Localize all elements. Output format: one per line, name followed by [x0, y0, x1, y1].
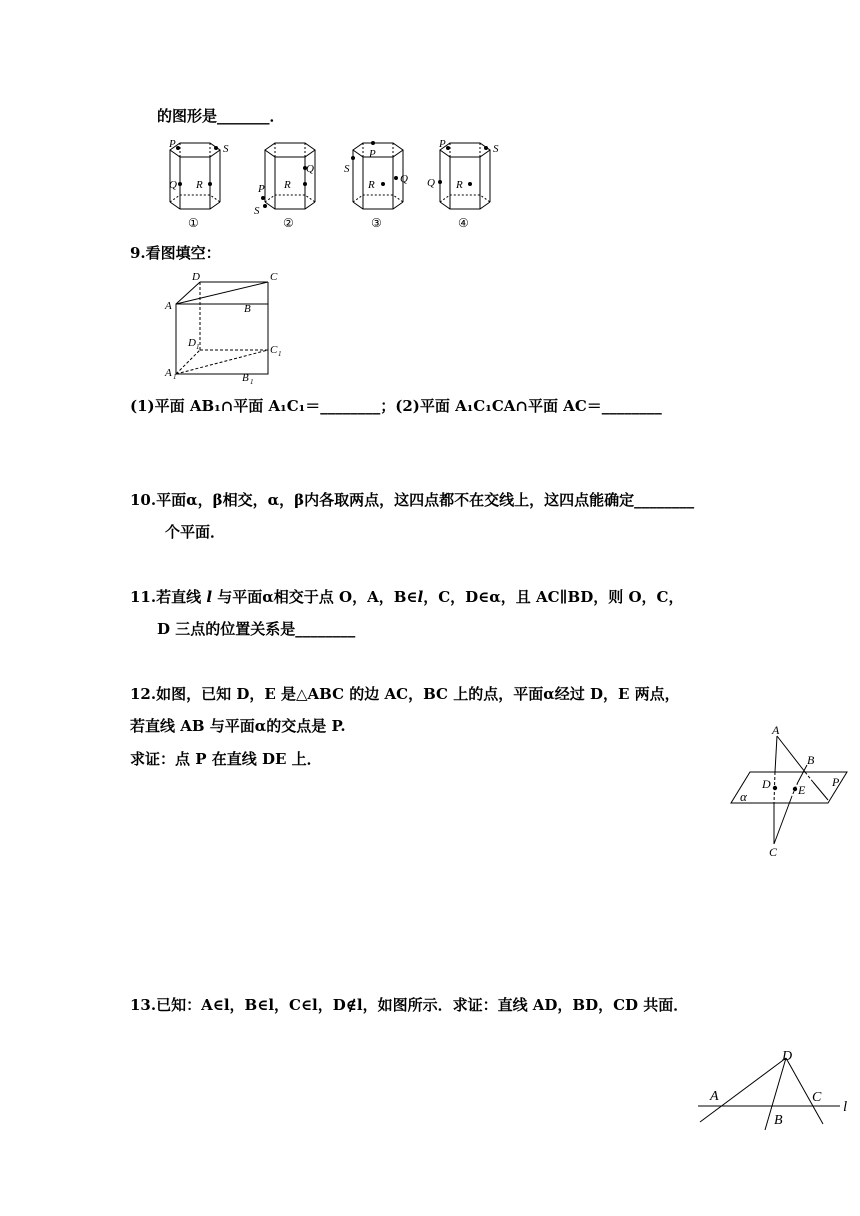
cube-label-a: A	[165, 300, 172, 312]
prism-1-label-p: P	[169, 138, 176, 150]
prism-2-label-q: Q	[306, 163, 314, 175]
cube-label-c: C	[270, 271, 278, 283]
cube-label-b1: B	[242, 372, 249, 384]
q11-text-c: ，C，D∈α，且 AC∥BD，则 O，C，	[423, 588, 684, 606]
cube-label-d1: D	[188, 337, 196, 349]
cube-label-b1-sub: 1	[250, 378, 254, 386]
q11-text-b: 与平面α相交于点 O，A，B∈	[212, 588, 418, 606]
prism-4-label-s: S	[493, 143, 499, 155]
q9-cube-figure	[160, 268, 300, 386]
q12-label-d: D	[762, 777, 771, 791]
prism-2-label-r: R	[284, 179, 291, 191]
q12-line3: 求证：点 P 在直线 DE 上．	[130, 750, 322, 768]
q11-text-a: 11.若直线	[130, 588, 207, 606]
q10-line2: 个平面．	[165, 523, 226, 541]
q12-label-p: P	[832, 775, 840, 789]
prism-3-label-q: Q	[400, 173, 408, 185]
q13-label-c: C	[812, 1090, 822, 1105]
q13-label-d: D	[782, 1049, 793, 1064]
q12-label-c: C	[769, 845, 778, 859]
q12-label-a: A	[772, 723, 780, 737]
cube-label-d1-sub: 1	[196, 343, 200, 351]
q12-line1: 12.如图，已知 D，E 是△ABC 的边 AC，BC 上的点，平面α经过 D，E 两点，	[130, 685, 680, 703]
q11-line-l: l	[206, 588, 213, 606]
prism-1-label-q: Q	[169, 179, 177, 191]
prism-3-label-p: P	[369, 148, 376, 160]
prism-2-label-s: S	[254, 205, 260, 217]
q11-line1	[130, 587, 683, 607]
prism-3-number: ③	[371, 216, 382, 230]
q12-label-alpha: α	[740, 789, 747, 804]
q8-tail: 的图形是_______．	[157, 107, 285, 125]
cube-label-a1: A	[165, 367, 172, 379]
q13-line1: 13.已知：A∈l，B∈l，C∈l，D∉l，如图所示．求证：直线 AD，BD，CD 共面．	[130, 996, 689, 1014]
q10-line1: 10.平面α，β相交，α，β内各取两点，这四点都不在交线上，这四点能确定________	[130, 491, 695, 509]
prism-3-label-r: R	[368, 179, 375, 191]
q13-label-b: B	[774, 1113, 783, 1128]
q11-line-l2: l	[417, 588, 424, 606]
q13-label-l: l	[843, 1099, 848, 1115]
cube-label-d: D	[192, 271, 200, 283]
prism-1-label-s: S	[223, 143, 229, 155]
prism-4	[440, 143, 490, 209]
prism-1	[170, 143, 220, 209]
prism-2-number: ②	[283, 216, 294, 230]
q13-label-a: A	[710, 1089, 719, 1104]
q8-prisms-figure	[160, 136, 510, 236]
cube-label-c1: C	[270, 344, 278, 356]
prism-3	[353, 143, 403, 209]
prism-1-number: ①	[188, 216, 199, 230]
prism-2-label-p: P	[258, 183, 265, 195]
prism-4-label-p: P	[439, 138, 446, 150]
q11-line2: D 三点的位置关系是________	[157, 620, 356, 638]
q9-question: (1)平面 AB₁∩平面 A₁C₁＝________；(2)平面 A₁C₁CA∩平面 AC＝________	[130, 397, 662, 415]
prism-4-label-q: Q	[427, 177, 435, 189]
q12-label-e: E	[798, 783, 806, 797]
q9-title: 9.看图填空：	[130, 244, 221, 262]
cube-label-b: B	[244, 303, 251, 315]
q13-line-figure	[690, 1040, 860, 1140]
prism-4-label-r: R	[456, 179, 463, 191]
q12-line2: 若直线 AB 与平面α的交点是 P.	[130, 717, 346, 735]
cube-label-c1-sub: 1	[278, 350, 282, 358]
prism-1-label-r: R	[196, 179, 203, 191]
prism-2	[265, 143, 315, 209]
q12-label-b: B	[807, 753, 815, 767]
cube-label-a1-sub: 1	[173, 373, 177, 381]
q12-plane-figure	[725, 722, 855, 860]
prism-3-label-s: S	[344, 163, 350, 175]
prism-4-number: ④	[458, 216, 469, 230]
